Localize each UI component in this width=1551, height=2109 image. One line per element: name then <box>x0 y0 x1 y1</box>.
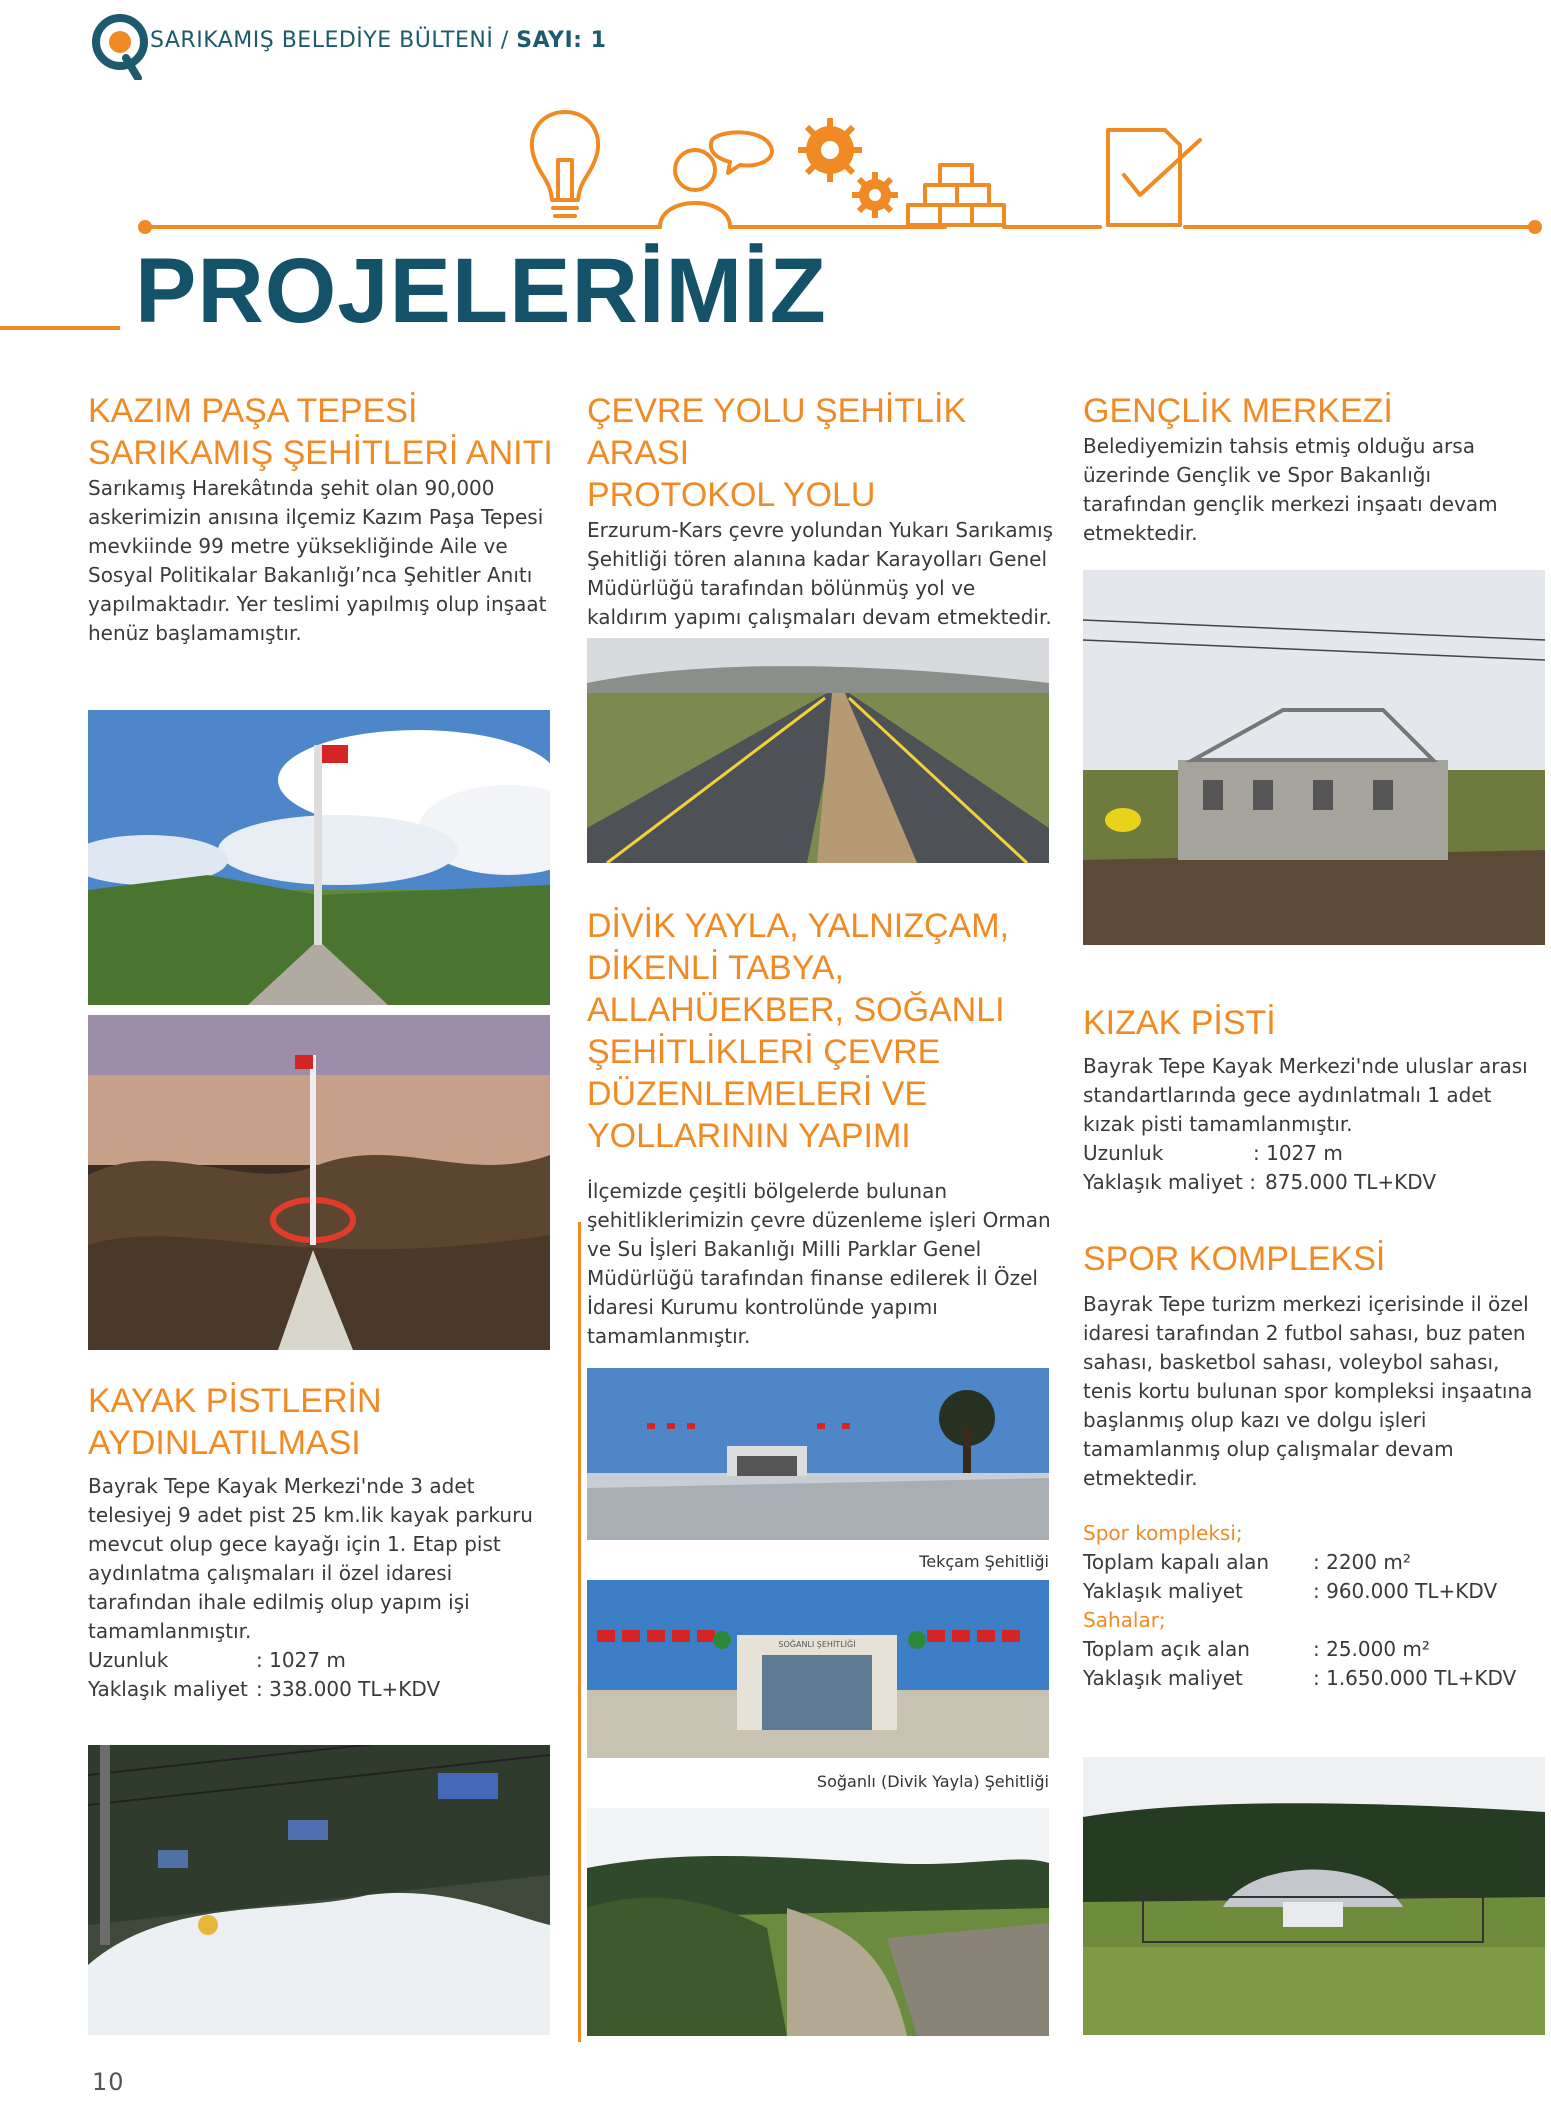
open-area-label: Toplam açık alan <box>1083 1637 1250 1661</box>
section-body: Bayrak Tepe turizm merkezi içerisinde il özel idaresi tarafından 2 futbol sahası, buz paten sahası, basketbol sahası, voleybol sahası, tenis kortu bulunan spor kompleksi inşaatına başlanmış olup kazı ve dolgu işleri tamamlanmış olup çalışmalar devam etmektedir. <box>1083 1292 1533 1490</box>
open-area-row <box>1083 1635 1533 1664</box>
section-kayak <box>88 1380 558 1704</box>
subheading-spor-kompleksi: Spor kompleksi; <box>1083 1521 1243 1545</box>
title-line: DİKENLİ TABYA, <box>587 949 844 987</box>
cost-value: : 338.000 TL+KDV <box>256 1677 441 1701</box>
section-title: SPOR KOMPLEKSİ <box>1083 1240 1386 1278</box>
title-line: SARIKAMIŞ ŞEHİTLERİ ANITI <box>88 434 553 472</box>
section-body: Bayrak Tepe Kayak Merkezi'nde 3 adet telesiyej 9 adet pist 25 km.lik kayak parkuru mevcut olup gece kayağı için 1. Etap pist aydınlatma çalışmaları il özel idaresi tarafından ihale edilmiş olup yapım işi tamamlanmıştır. <box>88 1474 533 1643</box>
cost-label: Yaklaşık maliyet : <box>1083 1170 1256 1194</box>
ski-chairlift-image <box>88 1745 550 2035</box>
cost-label: Yaklaşık maliyet <box>88 1677 248 1701</box>
section-cevre-yolu <box>587 390 1057 632</box>
soganli-gate-image <box>587 1580 1049 1758</box>
section-title <box>88 1380 558 1464</box>
closed-area-label: Toplam kapalı alan <box>1083 1550 1270 1574</box>
closed-area-row <box>1083 1548 1533 1577</box>
issue-number: SAYI: 1 <box>516 28 607 53</box>
subheading-sahalar: Sahalar; <box>1083 1608 1166 1632</box>
title-line: ÇEVRE YOLU ŞEHİTLİK ARASI <box>587 392 967 472</box>
section-spor <box>1083 1238 1533 1693</box>
brand-logo-icon <box>88 10 158 80</box>
valley-road-image <box>587 1808 1049 2036</box>
monument-render-night-image <box>88 1015 550 1350</box>
cost-value: 875.000 TL+KDV <box>1265 1170 1437 1194</box>
cost2-row <box>1083 1664 1533 1693</box>
section-body: Bayrak Tepe Kayak Merkezi'nde uluslar arası standartlarında gece aydınlatmalı 1 adet kızak pisti tamamlanmıştır. <box>1083 1054 1528 1136</box>
bulletin-header <box>150 28 606 53</box>
section-kazim-pasa <box>88 390 558 648</box>
title-line: KAZIM PAŞA TEPESİ <box>88 392 418 430</box>
cost-row <box>88 1675 558 1704</box>
length-value: : 1027 m <box>1253 1141 1343 1165</box>
length-label: Uzunluk <box>88 1648 169 1672</box>
title-line: ŞEHİTLİKLERİ ÇEVRE <box>587 1033 941 1071</box>
tekcam-memorial-image <box>587 1368 1049 1540</box>
title-line: YOLLARININ YAPIMI <box>587 1117 911 1155</box>
length-row <box>88 1646 558 1675</box>
title-line: DİVİK YAYLA, YALNIZÇAM, <box>587 907 1009 945</box>
cost-row <box>1083 1168 1533 1197</box>
sports-complex-image <box>1083 1757 1545 2035</box>
section-title <box>88 390 558 474</box>
header-separator: / <box>500 28 509 53</box>
divided-road-image <box>587 638 1049 863</box>
column-divider <box>578 1222 581 2042</box>
youth-center-construction-image <box>1083 570 1545 945</box>
monument-render-day-image <box>88 710 550 1005</box>
length-label: Uzunluk <box>1083 1141 1164 1165</box>
caption-tekcam: Tekçam Şehitliği <box>919 1552 1049 1571</box>
cost2-label: Yaklaşık maliyet <box>1083 1666 1243 1690</box>
section-body: Erzurum-Kars çevre yolundan Yukarı Sarıkamış Şehitliği tören alanına kadar Karayolları Genel Müdürlüğü tarafından bölünmüş yol ve kaldırım yapımı çalışmaları devam etmektedir. <box>587 518 1054 629</box>
cost1-label: Yaklaşık maliyet <box>1083 1579 1243 1603</box>
bulletin-name: SARIKAMIŞ BELEDİYE BÜLTENİ <box>150 28 494 53</box>
title-line: KAYAK PİSTLERİN <box>88 1382 382 1420</box>
length-row <box>1083 1139 1533 1168</box>
section-body: Belediyemizin tahsis etmiş olduğu arsa üzerinde Gençlik ve Spor Bakanlığı tarafından gençlik merkezi inşaatı devam etmektedir. <box>1083 434 1498 545</box>
section-title <box>587 905 1057 1157</box>
section-title: KIZAK PİSTİ <box>1083 1004 1276 1042</box>
cost2-value: : 1.650.000 TL+KDV <box>1313 1666 1517 1690</box>
title-line: DÜZENLEMELERİ VE <box>587 1075 928 1113</box>
title-line: ALLAHÜEKBER, SOĞANLI <box>587 991 1005 1029</box>
page-number: 10 <box>92 2068 125 2096</box>
section-genclik <box>1083 390 1533 548</box>
section-title <box>587 390 1057 516</box>
title-line: AYDINLATILMASI <box>88 1424 361 1462</box>
cost1-row <box>1083 1577 1533 1606</box>
section-kizak <box>1083 1002 1533 1197</box>
open-area-value: : 25.000 m² <box>1313 1637 1430 1661</box>
section-title: GENÇLİK MERKEZİ <box>1083 392 1393 430</box>
section-body: Sarıkamış Harekâtında şehit olan 90,000 askerimizin anısına ilçemiz Kazım Paşa Tepesi mevkiinde 99 metre yüksekliğinde Aile ve Sosyal Politikalar Bakanlığı’nca Şehitler Anıtı yapılmaktadır. Yer teslimi yapılmış olup inşaat henüz başlamamıştır. <box>88 476 547 645</box>
section-body: İlçemizde çeşitli bölgelerde bulunan şehitliklerimizin çevre düzenleme işleri Orman ve Su İşleri Bakanlığı Milli Parklar Genel Müdürlüğü tarafından finanse edilerek İl Özel İdaresi Kurumu kontrolünde yapımı tamamlanmıştır. <box>587 1179 1051 1348</box>
page-title: PROJELERİMİZ <box>135 240 827 342</box>
closed-area-value: : 2200 m² <box>1313 1550 1411 1574</box>
title-line: PROTOKOL YOLU <box>587 476 876 514</box>
gate-sign-text: SOĞANLI ŞEHİTLİĞİ <box>778 1640 856 1649</box>
cost1-value: : 960.000 TL+KDV <box>1313 1579 1498 1603</box>
length-value: : 1027 m <box>256 1648 346 1672</box>
section-divik <box>587 905 1057 1351</box>
caption-soganli: Soğanlı (Divik Yayla) Şehitliği <box>816 1772 1049 1791</box>
